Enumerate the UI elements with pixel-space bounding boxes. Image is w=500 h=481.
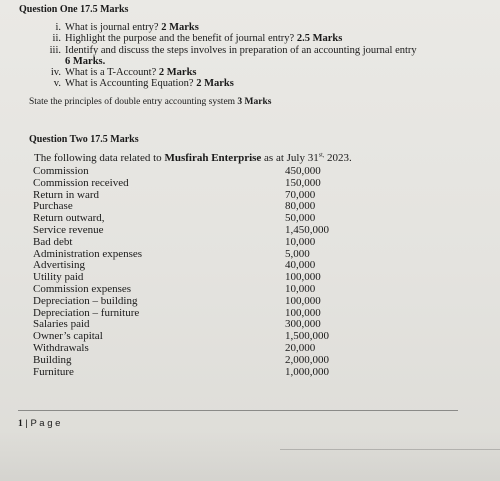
- ledger-label: Bad debt: [33, 235, 73, 248]
- ledger-label: Commission expenses: [33, 282, 132, 295]
- list-item: [45, 33, 417, 44]
- question-two-title: Question Two 17.5 Marks: [29, 134, 139, 145]
- ledger-label: Depreciation – building: [33, 294, 138, 307]
- list-item: [45, 45, 417, 56]
- item-number: iv.: [50, 67, 61, 79]
- item-marks: 2 Marks: [196, 78, 234, 90]
- item-text: What is journal entry? 2 Marks: [65, 22, 199, 33]
- list-item: [45, 22, 417, 33]
- ledger-value: 5,000: [285, 247, 310, 260]
- ledger-list: [33, 166, 353, 378]
- ledger-value: 1,000,000: [285, 365, 329, 378]
- item-marks-continuation: 6 Marks.: [65, 55, 106, 67]
- ledger-label: Administration expenses: [33, 247, 143, 260]
- question-two-intro: The following data related to Musfirah Enterprise as at July $31^{st,}$ 2023.: [34, 152, 352, 164]
- item-marks: 2 Marks: [161, 22, 199, 33]
- footer-divider: [18, 410, 458, 411]
- question-one-title: Question One 17.5 Marks: [19, 4, 129, 15]
- ledger-label: Return in ward: [33, 188, 99, 201]
- item-number: iii.: [49, 44, 61, 56]
- ledger-label: Withdrawals: [33, 341, 89, 354]
- ledger-label: Commission: [33, 165, 89, 177]
- ledger-value: 1,500,000: [285, 330, 329, 343]
- ledger-value: 150,000: [285, 176, 321, 189]
- ledger-value: 40,000: [285, 259, 316, 272]
- ledger-label: Owner’s capital: [33, 330, 103, 343]
- shadow: [0, 430, 500, 481]
- ledger-value: 10,000: [285, 282, 316, 295]
- ledger-value: 100,000: [285, 271, 321, 284]
- ledger-row: [33, 367, 353, 379]
- list-item: [45, 67, 417, 78]
- item-text: What is Accounting Equation? 2 Marks: [65, 78, 234, 90]
- ledger-value: 100,000: [285, 306, 321, 319]
- ledger-label: Utility paid: [33, 271, 84, 284]
- item-number: ii.: [52, 33, 61, 45]
- ledger-label: Building: [33, 353, 72, 366]
- ledger-value: 2,000,000: [285, 353, 329, 366]
- item-text: What is a T-Account? 2 Marks: [65, 67, 197, 79]
- item-text: Identify and discuss the steps involves in preparation of an accounting journal entry: [65, 44, 417, 56]
- ledger-value: 50,000: [285, 212, 316, 225]
- item-marks: 2.5 Marks: [296, 33, 343, 45]
- page-footer: 1 | P a g e: [18, 418, 61, 429]
- ledger-row: [33, 296, 353, 308]
- ledger-row: [33, 343, 353, 355]
- ledger-label: Service revenue: [33, 223, 104, 236]
- ledger-value: 80,000: [285, 200, 316, 213]
- ledger-value: 450,000: [285, 165, 321, 177]
- ledger-value: 70,000: [285, 188, 316, 201]
- ledger-label: Salaries paid: [33, 318, 90, 331]
- extra-marks: 3 Marks: [237, 97, 272, 107]
- question-one-list: [45, 22, 417, 90]
- ledger-row: [33, 225, 353, 237]
- ledger-label: Furniture: [33, 365, 74, 378]
- ledger-value: 20,000: [285, 341, 316, 354]
- ledger-row: [33, 178, 353, 190]
- item-number: v.: [53, 78, 61, 90]
- ledger-value: 10,000: [285, 235, 316, 248]
- ledger-label: Commission received: [33, 176, 129, 189]
- ledger-value: 100,000: [285, 294, 321, 307]
- company-name: Musfirah Enterprise: [164, 152, 262, 164]
- item-marks: 2 Marks: [158, 67, 197, 79]
- ledger-label: Return outward,: [33, 212, 105, 225]
- item-number: i.: [55, 22, 61, 33]
- ledger-value: 1,450,000: [285, 223, 329, 236]
- ledger-value: 300,000: [285, 318, 321, 331]
- ledger-label: Purchase: [33, 200, 73, 213]
- question-one-extra: State the principles of double entry accounting system 3 Marks: [29, 97, 272, 107]
- ledger-label: Advertising: [33, 259, 85, 272]
- ledger-row: [33, 284, 353, 296]
- ledger-label: Depreciation – furniture: [33, 306, 140, 319]
- ledger-row: [33, 355, 353, 367]
- item-text: Highlight the purpose and the benefit of journal entry? 2.5 Marks: [65, 33, 343, 45]
- list-item: [45, 78, 417, 89]
- ledger-row: [33, 237, 353, 249]
